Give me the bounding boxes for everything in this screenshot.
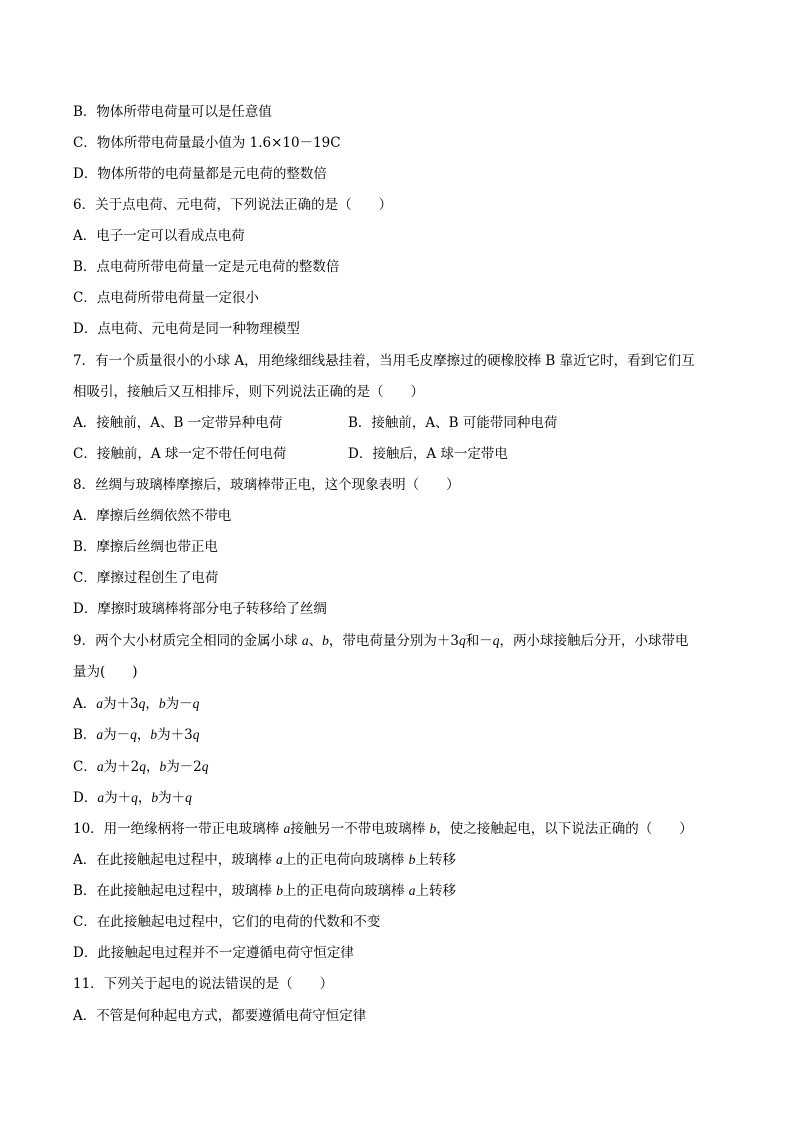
q10-stem-text: 10．用一绝缘柄将一带正电玻璃棒 [73, 821, 284, 837]
q10-var-a: a [283, 821, 291, 836]
q10-stem [73, 819, 693, 839]
q8-option-c: C．摩擦过程创生了电荷 [73, 570, 219, 586]
q5-option-c: C．物体所带电荷量最小值为 1.6×10－19C [73, 135, 341, 151]
q9-var-q: q [192, 696, 200, 711]
q9-option-a [73, 694, 199, 714]
q9-stem-text-1: 9．两个大小材质完全相同的金属小球 [73, 633, 302, 649]
option-text: 为＋2 [103, 759, 140, 775]
q9-option-d [73, 788, 192, 808]
option-label: D． [73, 790, 98, 806]
option-text: 为＋3 [103, 696, 139, 712]
q10-var-a: a [408, 883, 416, 898]
option-label: B． [73, 727, 97, 743]
q6-option-a: A．电子一定可以看成点电荷 [73, 228, 245, 244]
q10-var-b: b [276, 883, 283, 898]
option-text: 上的正电荷向玻璃棒 [282, 883, 409, 899]
q11-stem: 11．下列关于起电的说法错误的是（ ） [73, 976, 334, 992]
q10-var-a: a [276, 852, 283, 867]
q9-var-a: a [96, 759, 104, 774]
q9-option-b [73, 725, 200, 745]
q9-var-q: q [139, 759, 146, 774]
option-label: C． [73, 759, 97, 775]
q9-var-b: b [151, 790, 159, 805]
q6-option-d: D．点电荷、元电荷是同一种物理模型 [73, 321, 300, 337]
q9-var-a: a [96, 696, 103, 711]
q10-option-d: D．此接触起电过程并不一定遵循电荷守恒定律 [73, 945, 354, 961]
q11-option-a: A．不管是何种起电方式，都要遵循电荷守恒定律 [73, 1008, 367, 1024]
q10-var-b: b [408, 852, 416, 867]
q5-option-d: D．物体所带的电荷量都是元电荷的整数倍 [73, 166, 327, 182]
option-text: 为＋ [158, 790, 186, 806]
q9-var-q: q [131, 790, 138, 805]
option-text: 上的正电荷向玻璃棒 [282, 852, 409, 868]
q9-stem-text-2: ，带电荷量分别为＋3 [328, 633, 459, 649]
option-text: 为＋ [104, 790, 132, 806]
q7-options-row-1 [73, 413, 558, 433]
q8-option-a: A．摩擦后丝绸依然不带电 [73, 508, 232, 524]
option-text: ， [137, 790, 152, 806]
option-text: 为＋3 [157, 727, 193, 743]
q9-var-b: b [158, 696, 166, 711]
q9-var-a: a [301, 633, 309, 648]
option-text: 上转移 [415, 852, 456, 868]
q8-option-b: B．摩擦后丝绸也带正电 [73, 539, 218, 555]
option-text: 为－ [165, 696, 193, 712]
q9-var-b: b [159, 759, 167, 774]
q9-var-q: q [192, 727, 200, 742]
q9-var-a: a [96, 727, 104, 742]
q9-option-c [73, 757, 209, 777]
q9-var-q: q [458, 633, 466, 648]
q6-option-c: C．点电荷所带电荷量一定很小 [73, 290, 259, 306]
q7-options-row-2 [73, 444, 508, 464]
option-text: A．在此接触起电过程中，玻璃棒 [73, 852, 277, 868]
option-text: ， [145, 759, 160, 775]
q6-stem: 6．关于点电荷、元电荷，下列说法正确的是（ ） [73, 197, 393, 213]
option-text: ， [145, 696, 159, 712]
q9-var-q: q [201, 759, 209, 774]
option-text: 为－2 [166, 759, 202, 775]
q7-option-c: C．接触前，A 球一定不带任何电荷 [73, 446, 287, 462]
q9-stem-text-3: 和－ [465, 633, 493, 649]
q9-stem-text-4: ，两小球接触后分开，小球带电 [499, 633, 689, 649]
option-text: B．在此接触起电过程中，玻璃棒 [73, 883, 277, 899]
q5-option-b: B．物体所带电荷量可以是任意值 [73, 104, 272, 120]
q10-stem-text: ，使之接触起电，以下说法正确的（ ） [436, 821, 693, 837]
q9-var-q: q [185, 790, 192, 805]
q9-var-q: q [130, 727, 137, 742]
q8-option-d: D．摩擦时玻璃棒将部分电子转移给了丝绸 [73, 601, 327, 617]
q10-option-b [73, 881, 456, 901]
q7-option-b: B．接触前，A、B 可能带同种电荷 [348, 415, 558, 431]
q9-var-b: b [150, 727, 158, 742]
q9-stem-line-1 [73, 631, 688, 651]
option-text: ， [136, 727, 151, 743]
q7-stem-line-2: 相吸引，接触后又互相排斥，则下列说法正确的是（ ） [73, 384, 424, 400]
option-label: A． [73, 696, 97, 712]
q7-option-d: D．接触后，A 球一定带电 [348, 446, 508, 462]
q9-var-b: b [322, 633, 329, 648]
q10-stem-text: 接触另一不带电玻璃棒 [290, 821, 430, 837]
q10-option-c: C．在此接触起电过程中，它们的电荷的代数和不变 [73, 914, 381, 930]
option-text: 为－ [103, 727, 131, 743]
q9-var-q: q [138, 696, 146, 711]
q9-stem-line-2: 量为( ) [73, 664, 138, 680]
q7-stem-line-1: 7．有一个质量很小的小球 A，用绝缘细线悬挂着，当用毛皮摩擦过的硬橡胶棒 B 靠近它时，看到它们互 [73, 353, 695, 369]
q10-var-b: b [429, 821, 437, 836]
q8-stem: 8．丝绸与玻璃棒摩擦后，玻璃棒带正电，这个现象表明（ ） [73, 477, 460, 493]
q6-option-b: B．点电荷所带电荷量一定是元电荷的整数倍 [73, 259, 340, 275]
q9-sep: 、 [308, 633, 323, 649]
option-text: 上转移 [415, 883, 457, 899]
q9-var-q: q [492, 633, 500, 648]
q9-var-a: a [97, 790, 105, 805]
q7-option-a: A．接触前，A、B 一定带异种电荷 [73, 415, 283, 431]
q10-option-a [73, 850, 456, 870]
